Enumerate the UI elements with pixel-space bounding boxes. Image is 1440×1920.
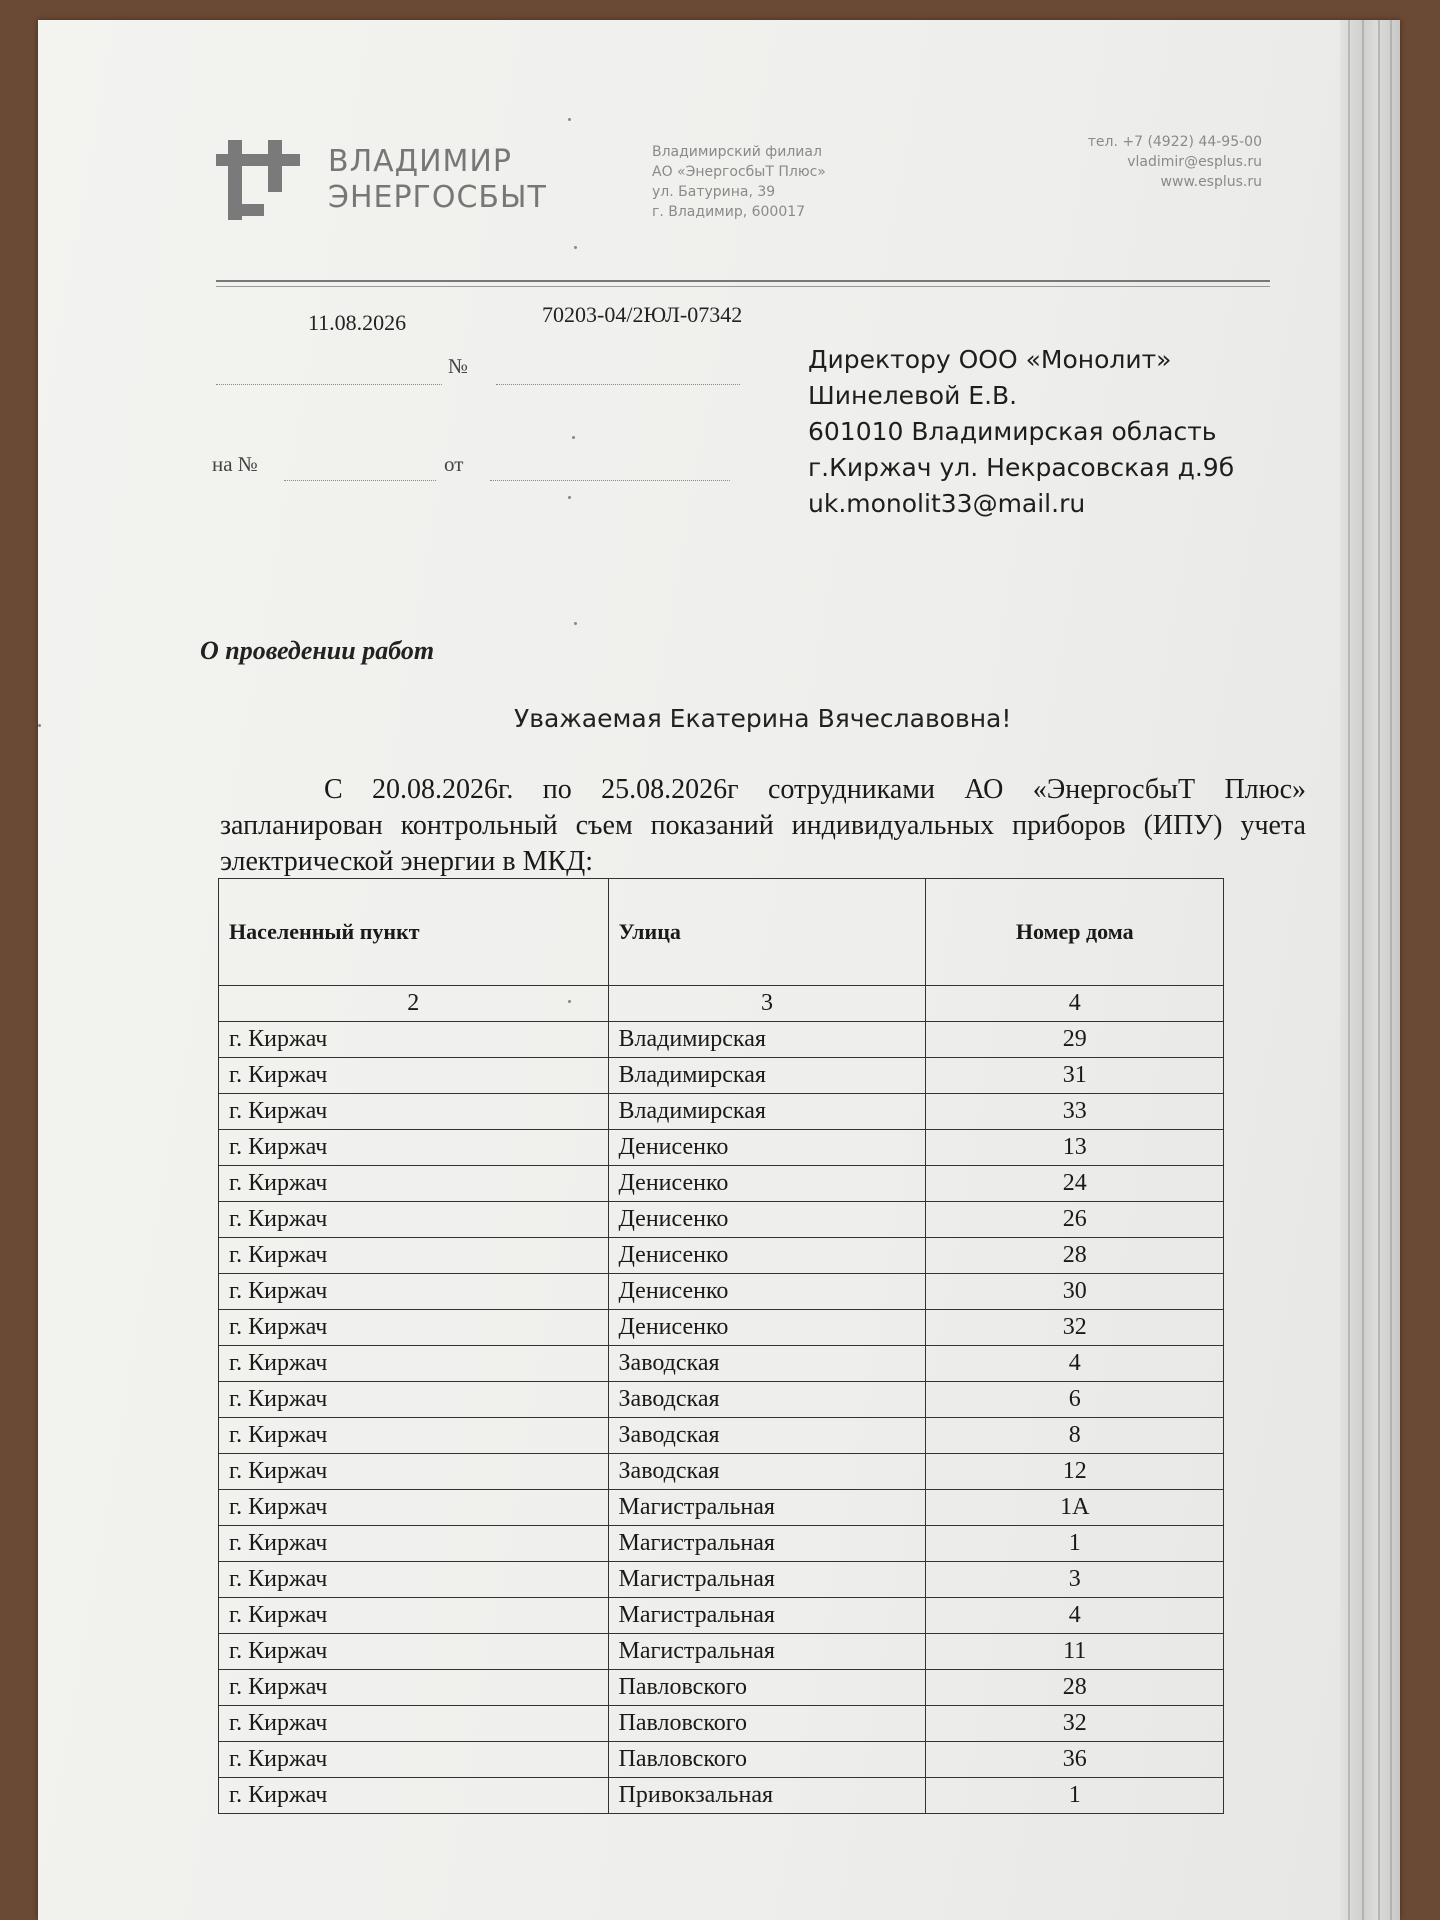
addressee-email: uk.monolit33@mail.ru bbox=[808, 489, 1086, 518]
letter-greeting: Уважаемая Екатерина Вячеславовна! bbox=[514, 704, 1012, 733]
settlement-cell: г. Киржач bbox=[219, 1274, 609, 1310]
house-number-cell: 4 bbox=[926, 1346, 1224, 1382]
letter-number: 70203-04/2ЮЛ-07342 bbox=[542, 302, 743, 327]
addressee-region: 601010 Владимирская область bbox=[808, 417, 1217, 446]
settlement-cell: г. Киржач bbox=[219, 1418, 609, 1454]
table-row bbox=[219, 1562, 1224, 1598]
house-number-cell: 4 bbox=[926, 1598, 1224, 1634]
house-number-cell: 8 bbox=[926, 1418, 1224, 1454]
header-street: Улица bbox=[608, 879, 926, 986]
branch-contacts: тел. +7 (4922) 44-95-00 vladimir@esplus.ru www.esplus.ru bbox=[1087, 134, 1262, 190]
table-row bbox=[219, 1706, 1224, 1742]
street-cell: Заводская bbox=[608, 1382, 926, 1418]
house-number-cell: 26 bbox=[926, 1202, 1224, 1238]
street-cell: Павловского bbox=[608, 1670, 926, 1706]
house-number-cell: 12 bbox=[926, 1454, 1224, 1490]
table-row bbox=[219, 1094, 1224, 1130]
table-row bbox=[219, 1022, 1224, 1058]
house-number-cell: 13 bbox=[926, 1130, 1224, 1166]
settlement-cell: г. Киржач bbox=[219, 1238, 609, 1274]
house-number-cell: 33 bbox=[926, 1094, 1224, 1130]
house-number-cell: 6 bbox=[926, 1382, 1224, 1418]
settlement-cell: г. Киржач bbox=[219, 1634, 609, 1670]
house-number-cell: 1 bbox=[926, 1778, 1224, 1814]
house-number-cell: 36 bbox=[926, 1742, 1224, 1778]
in-reply-label: на № bbox=[212, 452, 258, 476]
table-header-row bbox=[219, 879, 1224, 986]
company-logo bbox=[216, 140, 547, 220]
table-row bbox=[219, 1238, 1224, 1274]
settlement-cell: г. Киржач bbox=[219, 1454, 609, 1490]
settlement-cell: г. Киржач bbox=[219, 1346, 609, 1382]
house-number-cell: 30 bbox=[926, 1274, 1224, 1310]
settlement-cell: г. Киржач bbox=[219, 1058, 609, 1094]
index-cell: 3 bbox=[608, 986, 926, 1022]
street-cell: Денисенко bbox=[608, 1238, 926, 1274]
street-cell: Магистральная bbox=[608, 1598, 926, 1634]
street-cell: Павловского bbox=[608, 1706, 926, 1742]
header-rule bbox=[216, 280, 1270, 282]
in-reply-underline bbox=[284, 480, 436, 481]
addressee-name: Шинелевой Е.В. bbox=[808, 381, 1018, 410]
table-row bbox=[219, 1274, 1224, 1310]
street-cell: Магистральная bbox=[608, 1526, 926, 1562]
house-number-cell: 1 bbox=[926, 1526, 1224, 1562]
settlement-cell: г. Киржач bbox=[219, 1670, 609, 1706]
street-cell: Денисенко bbox=[608, 1130, 926, 1166]
table-row bbox=[219, 1418, 1224, 1454]
table-row bbox=[219, 1634, 1224, 1670]
street-cell: Магистральная bbox=[608, 1490, 926, 1526]
table-row bbox=[219, 1526, 1224, 1562]
street-cell: Владимирская bbox=[608, 1022, 926, 1058]
index-cell: 4 bbox=[926, 986, 1224, 1022]
index-cell: 2 bbox=[219, 986, 609, 1022]
street-cell: Владимирская bbox=[608, 1094, 926, 1130]
paper-stack-edge bbox=[1340, 20, 1400, 1920]
street-cell: Денисенко bbox=[608, 1202, 926, 1238]
table-row bbox=[219, 1382, 1224, 1418]
date-underline bbox=[216, 384, 442, 385]
house-number-cell: 32 bbox=[926, 1310, 1224, 1346]
street-cell: Денисенко bbox=[608, 1166, 926, 1202]
house-number-cell: 1А bbox=[926, 1490, 1224, 1526]
table-row bbox=[219, 1454, 1224, 1490]
from-underline bbox=[490, 480, 730, 481]
addressee-block bbox=[808, 342, 1234, 522]
house-number-cell: 31 bbox=[926, 1058, 1224, 1094]
energosbyt-logo-icon bbox=[216, 140, 314, 220]
settlement-cell: г. Киржач bbox=[219, 1310, 609, 1346]
table-row bbox=[219, 1670, 1224, 1706]
header-rule-thin bbox=[216, 286, 1270, 287]
settlement-cell: г. Киржач bbox=[219, 1382, 609, 1418]
table-row bbox=[219, 1130, 1224, 1166]
settlement-cell: г. Киржач bbox=[219, 1598, 609, 1634]
house-number-cell: 11 bbox=[926, 1634, 1224, 1670]
branch-address: Владимирский филиал АО «ЭнергосбыТ Плюс» ул. Батурина, 39 г. Владимир, 600017 bbox=[652, 144, 826, 220]
settlement-cell: г. Киржач bbox=[219, 1706, 609, 1742]
street-cell: Денисенко bbox=[608, 1274, 926, 1310]
letter-date: 11.08.2026 bbox=[308, 310, 407, 335]
street-cell: Заводская bbox=[608, 1454, 926, 1490]
settlement-cell: г. Киржач bbox=[219, 1166, 609, 1202]
addressee-position: Директору ООО «Монолит» bbox=[808, 345, 1172, 374]
house-number-cell: 32 bbox=[926, 1706, 1224, 1742]
street-cell: Заводская bbox=[608, 1418, 926, 1454]
table-row bbox=[219, 1166, 1224, 1202]
settlement-cell: г. Киржач bbox=[219, 1778, 609, 1814]
settlement-cell: г. Киржач bbox=[219, 1130, 609, 1166]
table-row bbox=[219, 1310, 1224, 1346]
number-underline bbox=[496, 384, 740, 385]
settlement-cell: г. Киржач bbox=[219, 1742, 609, 1778]
table-row bbox=[219, 1490, 1224, 1526]
house-number-cell: 28 bbox=[926, 1670, 1224, 1706]
table-row bbox=[219, 1778, 1224, 1814]
house-number-cell: 3 bbox=[926, 1562, 1224, 1598]
settlement-cell: г. Киржач bbox=[219, 1490, 609, 1526]
table-row bbox=[219, 1346, 1224, 1382]
table-row bbox=[219, 1742, 1224, 1778]
houses-table bbox=[218, 878, 1224, 1814]
house-number-cell: 29 bbox=[926, 1022, 1224, 1058]
street-cell: Павловского bbox=[608, 1742, 926, 1778]
street-cell: Денисенко bbox=[608, 1310, 926, 1346]
from-label: от bbox=[444, 452, 464, 476]
street-cell: Магистральная bbox=[608, 1562, 926, 1598]
addressee-street: г.Киржач ул. Некрасовская д.9б bbox=[808, 453, 1235, 482]
header-settlement: Населенный пункт bbox=[219, 879, 609, 986]
settlement-cell: г. Киржач bbox=[219, 1526, 609, 1562]
table-index-row bbox=[219, 986, 1224, 1022]
table-row bbox=[219, 1058, 1224, 1094]
street-cell: Привокзальная bbox=[608, 1778, 926, 1814]
letter-subject: О проведении работ bbox=[200, 636, 435, 665]
header-house-number: Номер дома bbox=[926, 879, 1224, 986]
settlement-cell: г. Киржач bbox=[219, 1094, 609, 1130]
number-sign: № bbox=[448, 354, 469, 378]
street-cell: Заводская bbox=[608, 1346, 926, 1382]
table-row bbox=[219, 1598, 1224, 1634]
street-cell: Магистральная bbox=[608, 1634, 926, 1670]
house-number-cell: 24 bbox=[926, 1166, 1224, 1202]
table-row bbox=[219, 1202, 1224, 1238]
logo-text: ВЛАДИМИР ЭНЕРГОСБЫТ bbox=[328, 144, 547, 215]
settlement-cell: г. Киржач bbox=[219, 1202, 609, 1238]
letter-body: С 20.08.2026г. по 25.08.2026г сотрудниками АО «ЭнергосбыТ Плюс» запланирован контрольный съем показаний индивидуальных приборов (ИПУ) учета электрической энергии в МКД: bbox=[220, 774, 1306, 877]
house-number-cell: 28 bbox=[926, 1238, 1224, 1274]
settlement-cell: г. Киржач bbox=[219, 1562, 609, 1598]
street-cell: Владимирская bbox=[608, 1058, 926, 1094]
settlement-cell: г. Киржач bbox=[219, 1022, 609, 1058]
